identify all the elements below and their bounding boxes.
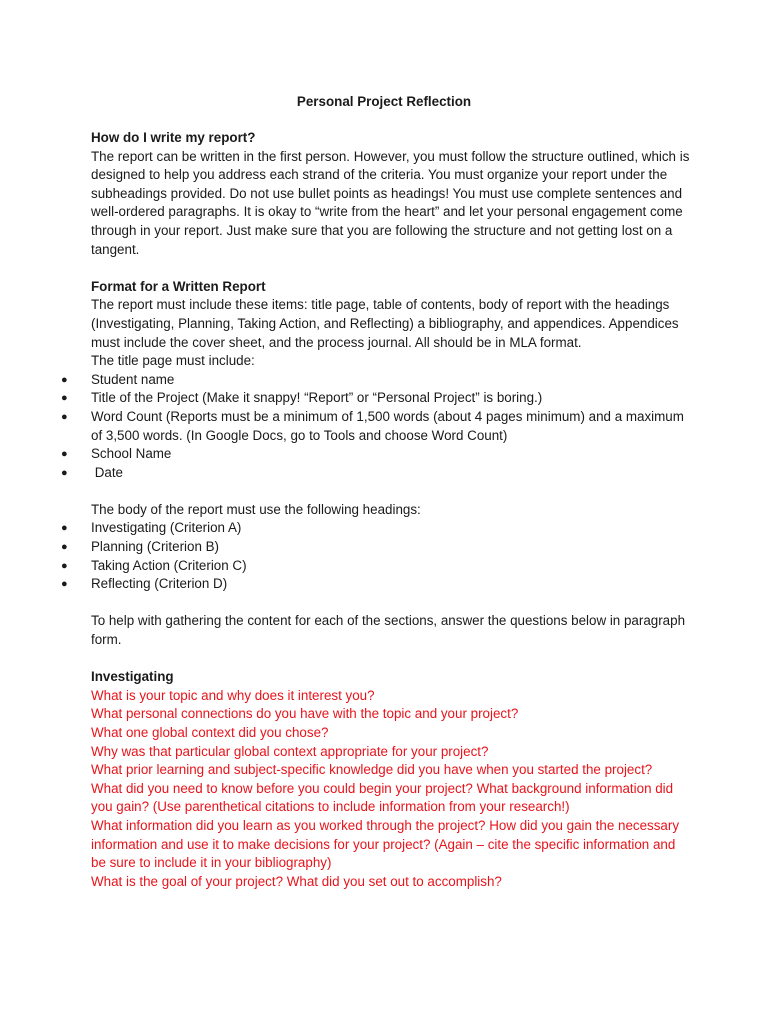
- spacer: [91, 650, 691, 669]
- question: What one global context did you chose?: [91, 725, 329, 740]
- question: What is the goal of your project? What did you set out to accomplish?: [91, 873, 502, 889]
- list-item: [61, 575, 691, 594]
- bullet-icon: ●: [61, 392, 68, 405]
- paragraph-gathering-content: To help with gathering the content for each of the sections, answer the questions below in paragraph form.: [91, 613, 686, 648]
- title-page-list: [61, 371, 691, 483]
- document-body: [61, 129, 691, 891]
- bullet-icon: ●: [61, 448, 68, 461]
- spacer: [91, 594, 691, 613]
- question: What prior learning and subject-specific knowledge did you have when you started the project?: [91, 762, 653, 778]
- list-item-text: Student name: [91, 371, 175, 387]
- list-item: [61, 557, 691, 576]
- question: What personal connections do you have with the topic and your project?: [91, 706, 519, 722]
- list-item: [61, 389, 691, 408]
- list-item: [61, 408, 691, 445]
- list-item: [61, 371, 691, 390]
- bullet-icon: ●: [61, 522, 68, 535]
- list-item: [61, 464, 691, 483]
- list-item-text: Investigating (Criterion A): [91, 520, 242, 536]
- question: What did you need to know before you could begin your project? What background information did you gain? (Use parenthetical citations to include information from your research!): [91, 780, 674, 815]
- section-heading-investigating: Investigating: [91, 669, 174, 685]
- spacer: [91, 259, 691, 278]
- list-item: [61, 519, 691, 538]
- page-title: Personal Project Reflection: [296, 94, 472, 109]
- list-item-text: Planning (Criterion B): [91, 539, 220, 555]
- list-item-text: Word Count (Reports must be a minimum of 1,500 words (about 4 pages minimum) and a maximum of 3,500 words. (In Google Docs, go to Tools and choose Word Count): [91, 408, 684, 443]
- body-headings-list: [61, 519, 691, 593]
- bullet-icon: ●: [61, 466, 68, 479]
- spacer: [91, 482, 691, 501]
- section-heading-format: Format for a Written Report: [91, 278, 266, 294]
- investigating-questions: [91, 687, 691, 892]
- list-item-text: Reflecting (Criterion D): [91, 576, 228, 592]
- bullet-icon: ●: [61, 559, 68, 572]
- question: What information did you learn as you worked through the project? How did you gain the necessary information and use it to make decisions for your project? (Again – cite the specific information and be sure to include it in your bibliography): [91, 817, 680, 871]
- question: What is your topic and why does it interest you?: [91, 687, 375, 703]
- paragraph-format: The report must include these items: title page, table of contents, body of report with the headings (Investigating, Planning, Taking Action, and Reflecting) a bibliography, and appendices. Appendices must include the cover sheet, and the process journal. All should be in MLA format.: [91, 297, 679, 350]
- list-item-text: Date: [91, 464, 124, 480]
- question: Why was that particular global context appropriate for your project?: [91, 743, 489, 759]
- bullet-icon: ●: [61, 578, 68, 591]
- list-item: [61, 538, 691, 557]
- list-item-text: Title of the Project (Make it snappy! “Report” or “Personal Project” is boring.): [91, 390, 543, 406]
- title-page-intro: The title page must include:: [91, 353, 255, 369]
- bullet-icon: ●: [61, 373, 68, 386]
- list-item-text: School Name: [91, 446, 172, 462]
- bullet-icon: ●: [61, 410, 68, 423]
- bullet-icon: ●: [61, 541, 68, 554]
- body-headings-intro: The body of the report must use the following headings:: [91, 501, 421, 517]
- section-heading-write-report: How do I write my report?: [91, 130, 256, 145]
- list-item-text: Taking Action (Criterion C): [91, 557, 247, 573]
- paragraph-write-report: The report can be written in the first person. However, you must follow the structure outlined, which is designed to help you address each strand of the criteria. You must organize your report under the subheadings provided. Do not use bullet points as headings! You must use complete sentences and well-ordered paragraphs. It is okay to “write from the heart” and let your personal engagement come through in your report. Just make sure that you are following the structure and not getting lost on a tangent.: [91, 148, 690, 257]
- list-item: [61, 445, 691, 464]
